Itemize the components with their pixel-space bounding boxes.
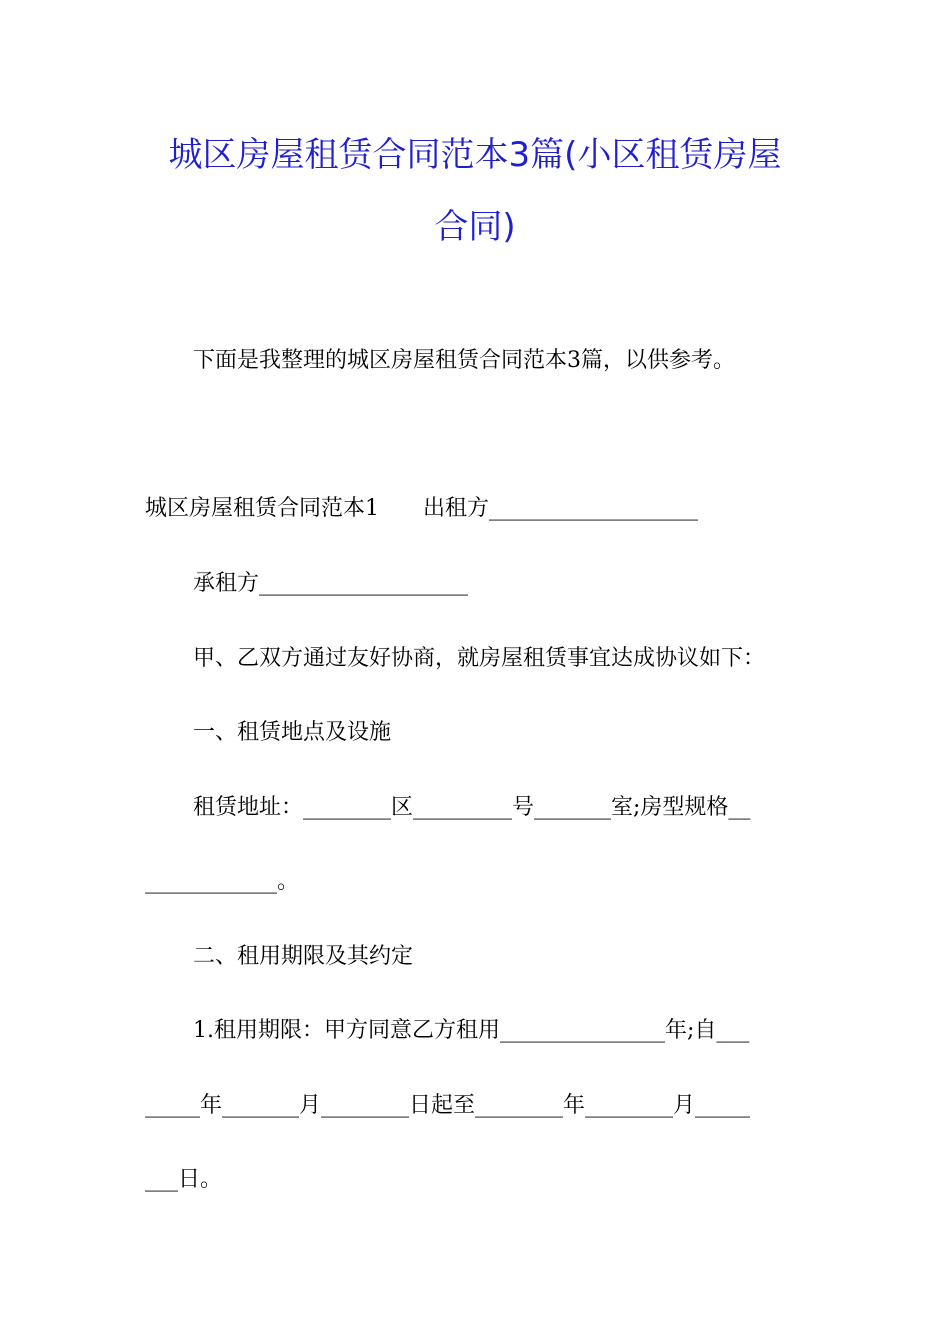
lease-term-end-line: ___日。 <box>145 1167 223 1192</box>
section-heading-location: 一、租赁地点及设施 <box>193 720 392 745</box>
document-title-line-1: 城区房屋租赁合同范本3篇(小区租赁房屋 <box>168 135 782 175</box>
agreement-statement: 甲、乙双方通过友好协商，就房屋租赁事宜达成协议如下： <box>193 646 766 671</box>
lease-term-line: 1.租用期限：甲方同意乙方租用_______________年;自___ <box>193 1018 750 1043</box>
intro-paragraph: 下面是我整理的城区房屋租赁合同范本3篇，以供参考。 <box>193 348 735 373</box>
document-title-line-2: 合同) <box>434 207 516 247</box>
contract-heading-landlord-line: 城区房屋租赁合同范本1 出租方___________________ <box>145 496 698 521</box>
tenant-line: 承租方___________________ <box>193 571 469 596</box>
lease-term-dates-line: _____年_______月________日起至________年________月_____ <box>145 1093 751 1118</box>
rental-address-line: 租赁地址：________区_________号_______室;房型规格__ <box>193 795 751 820</box>
section-heading-term: 二、租用期限及其约定 <box>193 944 414 969</box>
rental-address-line-continued: ____________。 <box>145 869 300 894</box>
